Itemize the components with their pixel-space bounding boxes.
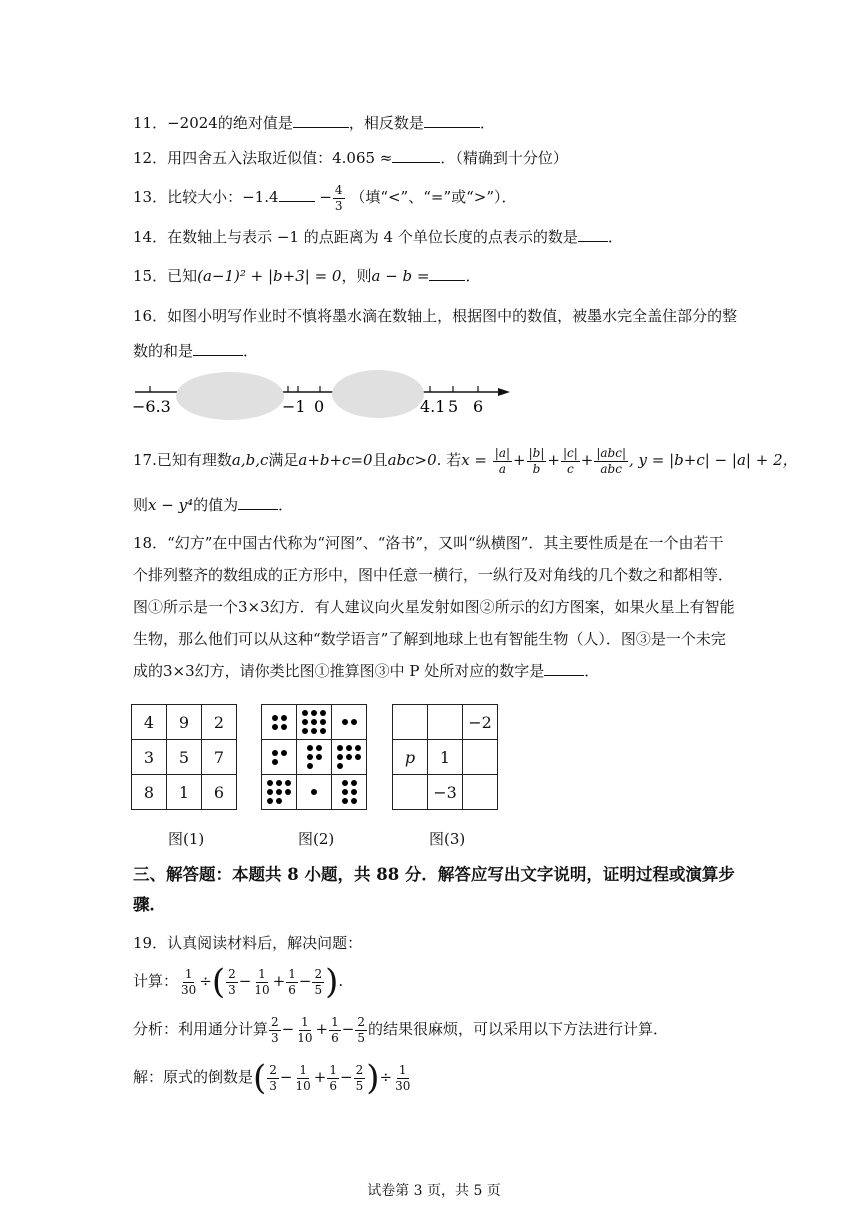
fraction: $\frac{4}{3}$ [334,182,343,213]
dot [316,754,322,760]
tick-label: 0 [314,397,325,416]
dot [316,745,322,751]
answer-blank[interactable] [424,113,480,128]
dot [267,789,273,795]
dot [320,719,326,725]
dot [337,763,343,769]
question-19-calc: 计算： $\frac{1}{30}$ ÷( $\frac{2}{3}$ − $\frac{1}{10}$ + $\frac{1}{6}$ − $\frac{2}{5}$ ). [133,962,344,1002]
dot [276,798,282,804]
dot-group [332,780,366,804]
fraction: $\frac{\text{|abc|}}{\text{abc}}$ [596,445,627,476]
question-13: 13．比较大小：−1.4 − $\frac{4}{3}$ （填“<”、“=”或“>”）． [133,182,517,213]
dot [281,715,287,721]
axis-arrow [498,388,510,396]
dot [351,780,357,786]
dot [267,780,273,786]
magic-square-2-dots [261,704,367,810]
fraction: $\frac{2}{3}$ [269,1062,277,1093]
dot [267,798,273,804]
dot-group [297,789,331,795]
dot [337,745,343,751]
question-16-line1: 16．如图小明写作业时不慎将墨水滴在数轴上，根据图中的数值，被墨水完全盖住部分的整 [133,307,738,325]
dot [307,745,313,751]
dot-group [332,719,366,725]
dot [281,724,287,730]
dot [285,789,291,795]
dot [342,780,348,786]
question-16-line2: 数的和是 ． [133,342,259,360]
fraction: $\frac{1}{6}$ [288,966,296,997]
question-17-line2: 则x − y⁴的值为 ． [133,496,294,514]
dot [302,719,308,725]
answer-blank[interactable] [578,227,608,242]
dot-group [332,745,366,769]
dot-group [262,715,296,730]
tick-label: −1 [282,397,306,416]
tick-label: −6.3 [132,397,171,416]
dot [342,789,348,795]
dot [351,789,357,795]
fraction: $\frac{2}{3}$ [228,966,236,997]
question-19-line1: 19．认真阅读材料后，解决问题： [133,934,363,952]
dot [302,728,308,734]
magic-square-3: −2 p 1 −3 [392,704,498,810]
dot [307,763,313,769]
ink-blot-left [176,372,284,420]
dot [342,798,348,804]
page-footer: 试卷第 3 页，共 5 页 [367,1183,501,1199]
answer-blank[interactable] [429,266,465,281]
fraction: $\frac{1}{30}$ [181,966,197,997]
dot [302,710,308,716]
dot [272,715,278,721]
dot [355,754,361,760]
answer-blank[interactable] [193,341,243,356]
dot [276,789,282,795]
caption-fig3: 图(3) [429,830,466,848]
fraction: $\frac{|b|}{b}$ [528,445,545,476]
answer-blank[interactable] [544,661,584,676]
dot [311,789,317,795]
dot [320,710,326,716]
fraction: $\frac{2}{3}$ [271,1014,279,1045]
dot [311,719,317,725]
question-15: 15．已知(a−1)² + |b+3| = 0，则a − b = ． [133,267,481,285]
answer-blank[interactable] [238,495,278,510]
answer-blank[interactable] [293,113,349,128]
ink-blot-right [332,370,424,418]
tick-label: 6 [473,397,484,416]
fraction: $\frac{2}{5}$ [357,1014,365,1045]
fraction: $\frac{2}{5}$ [314,966,323,997]
section-3-heading: 三、解答题：本题共 8 小题，共 88 分．解答应写出文字说明，证明过程或演算步骤． [133,865,735,914]
fraction: $\frac{1}{10}$ [297,1014,313,1045]
dot-group [262,780,296,804]
fraction: $\frac{1}{6}$ [331,1014,339,1045]
question-19-solution: 解：原式的倒数是( $\frac{2}{3}$ − $\frac{1}{10}$ + $\frac{1}{6}$ − $\frac{2}{5}$ )÷ $\frac{1}{30}$ [133,1058,411,1098]
dot [281,750,287,756]
answer-blank[interactable] [279,187,315,202]
fraction: $\frac{1}{10}$ [254,966,270,997]
answer-blank[interactable] [392,148,440,163]
fraction: $\frac{|c|}{c}$ [562,445,578,476]
question-18: 18．“幻方”在中国古代称为“河图”、“洛书”，又叫“纵横图”．其主要性质是在一个由若干个排列整齐的数组成的正方形中，图中任意一横行，一纵行及对角线的几个数之和都相等．图①所示是一个3×3幻方．有人建议向火星发射如图②所示的幻方图案，如果火星上有智能生物，那么他们可以从这种“数学语言”了解到地球上也有智能生物（人）．图③是一个未完成的3×3幻方，请你类比图①推算图③中 P 处所对应的数字是 ． [133,534,735,680]
dot [346,745,352,751]
dot [342,719,348,725]
fraction: $\frac{|a|}{a}$ [494,445,511,476]
dot-group [262,750,296,765]
question-11: 11．−2024的绝对值是 ，相反数是 ． [133,114,495,132]
question-14: 14．在数轴上与表示 −1 的点距离为 4 个单位长度的点表示的数是 ． [133,228,623,246]
dot [320,728,326,734]
dot [276,780,282,786]
dot [311,728,317,734]
dot [272,724,278,730]
number-line-figure [130,368,520,420]
magic-square-1: 4 9 2 3 5 7 8 1 6 [131,704,237,810]
dot [337,754,343,760]
dot-group [297,745,331,769]
question-12: 12．用四舍五入法取近似值：4.065 ≈ ．（精确到十分位） [133,149,568,167]
tick-label: 4.1 [420,397,446,416]
fraction: $\frac{1}{10}$ [295,1062,311,1093]
dot [285,780,291,786]
fraction: $\frac{1}{30}$ [395,1062,411,1093]
tick-label: 5 [448,397,459,416]
dot-group [297,710,331,734]
dot [351,719,357,725]
dot [351,798,357,804]
dot [272,750,278,756]
caption-fig2: 图(2) [298,830,335,848]
fraction: $\frac{1}{6}$ [329,1062,337,1093]
dot [346,754,352,760]
dot [355,745,361,751]
dot [311,710,317,716]
fraction: $\frac{2}{5}$ [355,1062,364,1093]
question-19-analysis: 分析：利用通分计算 $\frac{2}{3}$ − $\frac{1}{10}$ + $\frac{1}{6}$ − $\frac{2}{5}$ 的结果很麻烦，可以采用以下方法进行计算． [133,1014,668,1045]
caption-fig1: 图(1) [168,830,205,848]
dot [307,754,313,760]
dot [272,759,278,765]
question-17-line1: 17.已知有理数a,b,c满足a+b+c=0且abc>0. 若x = $\frac{|a|}{a}$ + $\frac{|b|}{b}$ + $\frac{|c|}{c}$ + $\frac{\text{|abc|}}{\text{abc}}$ , y = |b+c| − |a| + 2， [133,445,798,476]
